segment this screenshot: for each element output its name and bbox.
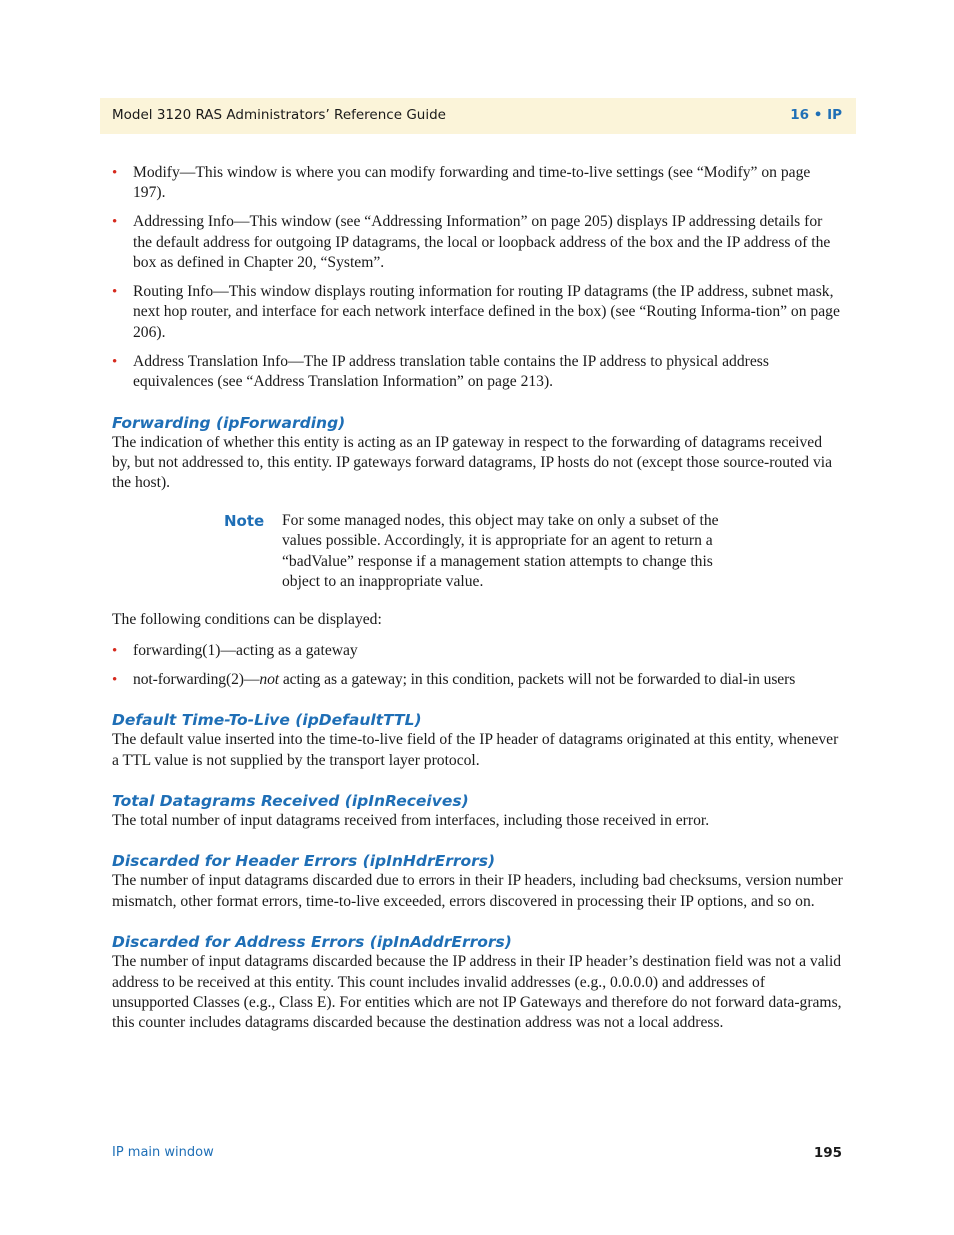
section-body-address-errors: The number of input datagrams discarded because the IP address in their IP header’s destination field was not a valid address to be received at this entity. This count includes invalid addresses (e.g., 0.0.0.0) and addresses of unsupported Classes (e.g., Class E). For entities which are not IP Gateways and therefore do not forward data-grams, this counter includes datagrams discarded because the destination address was not a local address.: [112, 953, 842, 1032]
section-body-total-received: The total number of input datagrams received from interfaces, including those received in error.: [112, 811, 710, 829]
section-body-forwarding: The indication of whether this entity is acting as an IP gateway in respect to the forwarding of datagrams received by, but not addressed to, this entity. IP gateways forward datagrams, IP hosts do not (except those source-routed via the host).: [112, 433, 833, 492]
bullet-icon: •: [112, 642, 118, 659]
list-item-text: Modify—This window is where you can modify forwarding and time-to-live settings (see “Modify” on page 197).: [133, 164, 811, 202]
running-header: [100, 98, 856, 134]
section-heading-total-received: Total Datagrams Received (ipInReceives): [112, 791, 469, 810]
list-item: [112, 641, 844, 661]
list-item-text: Address Translation Info—The IP address translation table contains the IP address to physical address equivalences (see “Address Translation Information” on page 213).: [133, 352, 769, 391]
bullet-icon: •: [112, 284, 118, 301]
list-item-text-suffix: acting as a gateway; in this condition, packets will not be forwarded to dial-in users: [279, 670, 796, 688]
list-item-text: Addressing Info—This window (see “Addressing Information” on page 205) displays IP addressing details for the default address for outgoing IP datagrams, the local or loopback address of the box and the IP address of the box as defined in Chapter 20, “System”.: [133, 213, 831, 272]
list-item-emphasis: not: [259, 670, 280, 688]
bullet-icon: •: [112, 353, 118, 370]
bullet-icon: •: [112, 214, 118, 231]
page-content: [112, 163, 844, 1034]
section-body-default-ttl: The default value inserted into the time-to-live field of the IP header of datagrams originated at this entity, whenever a TTL value is not supplied by the transport layer protocol.: [112, 731, 839, 769]
list-item-text: forwarding(1)—acting as a gateway: [133, 641, 358, 659]
section-heading-header-errors: Discarded for Header Errors (ipInHdrErrors): [112, 852, 496, 871]
list-item-text: Routing Info—This window displays routing information for routing IP datagrams (the IP address, subnet mask, next hop router, and interface for each network interface defined in the box) (see “Routing Informa-tion” on page 206).: [133, 283, 840, 341]
list-item: [112, 670, 844, 690]
note-label: Note: [224, 511, 265, 530]
list-item: [112, 212, 844, 273]
bullet-icon: •: [112, 671, 118, 688]
footer-section-name: IP main window: [112, 1145, 214, 1160]
list-item: [112, 163, 844, 204]
list-item-text-prefix: not-forwarding(2)—: [133, 670, 260, 688]
section-heading-default-ttl: Default Time-To-Live (ipDefaultTTL): [112, 711, 422, 730]
section-heading-forwarding: Forwarding (ipForwarding): [112, 413, 346, 432]
list-item: [112, 352, 844, 393]
section-heading-address-errors: Discarded for Address Errors (ipInAddrErrors): [112, 933, 512, 952]
page-number: 195: [813, 1145, 842, 1161]
conditions-intro: The following conditions can be displayed:: [112, 611, 382, 629]
note-box: [112, 511, 737, 593]
chapter-label: 16 • IP: [790, 107, 842, 123]
document-title: Model 3120 RAS Administrators’ Reference Guide: [112, 107, 446, 123]
bullet-icon: •: [112, 165, 118, 181]
list-item: [112, 282, 844, 343]
section-body-header-errors: The number of input datagrams discarded due to errors in their IP headers, including bad checksums, version number mismatch, other format errors, time-to-live exceeded, errors discovered in processing their IP options, and so on.: [112, 872, 843, 910]
note-text: For some managed nodes, this object may take on only a subset of the values possible. Accordingly, it is appropriate for an agent to return a “badValue” response if a management station attempts to change this object to an inappropriate value.: [282, 511, 719, 590]
